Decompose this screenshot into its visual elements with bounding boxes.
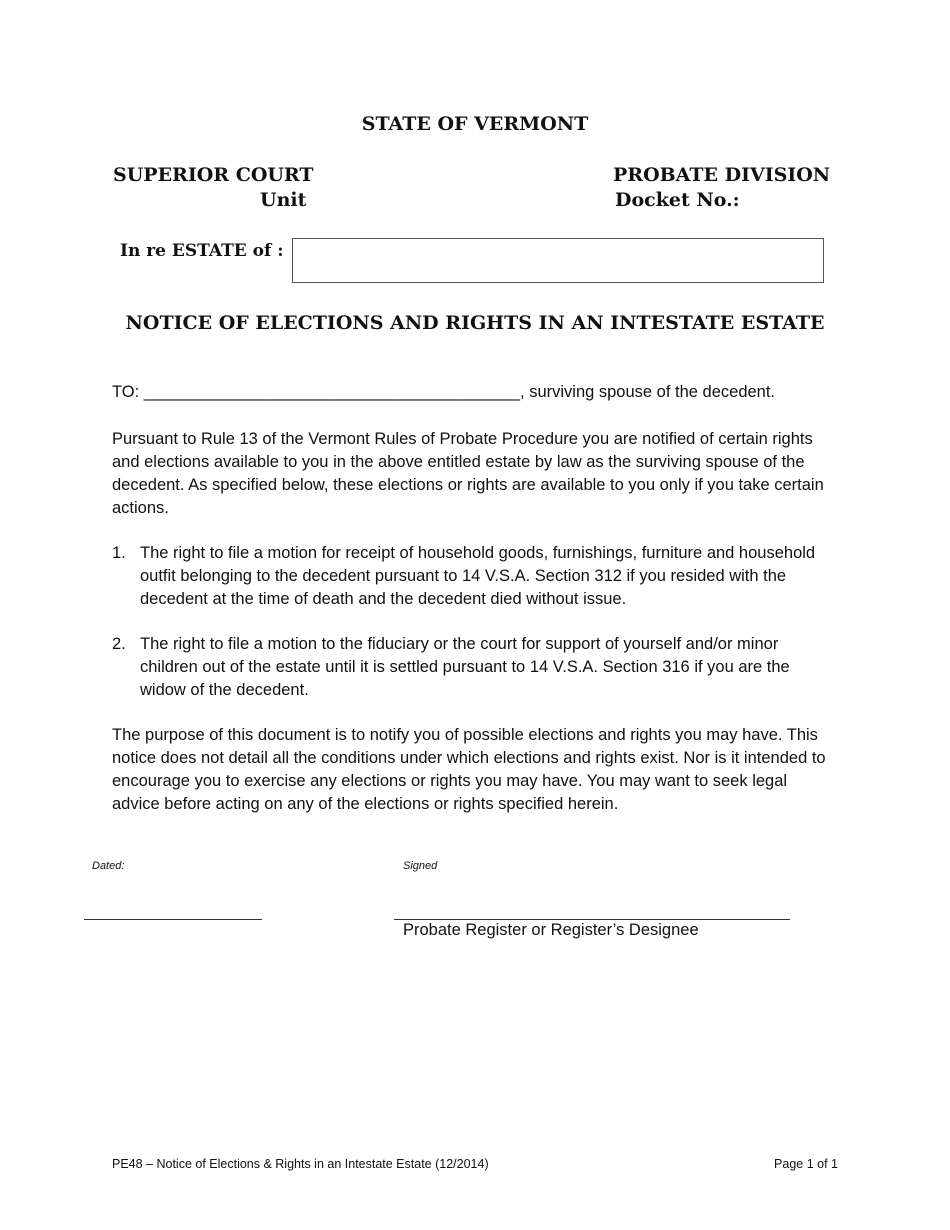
court-name: SUPERIOR COURT — [113, 164, 314, 186]
dated-line[interactable] — [84, 919, 262, 920]
right-1-number: 1. — [112, 544, 126, 562]
right-1-text: The right to file a motion for receipt of household goods, furnishings, furniture and household outfit belonging to the decedent pursuant to 14 V.S.A. Section 312 if you resided with the decedent at the time of death and the decedent died without issue. — [140, 544, 816, 608]
dated-label: Dated: — [92, 860, 125, 872]
state-title: STATE OF VERMONT — [361, 113, 589, 135]
purpose-paragraph: The purpose of this document is to notify you of possible elections and rights you may have. This notice does not detail all the conditions under which elections and rights exist. Nor is it intended to encourage you to exercise any elections or rights you may have. You may want to seek legal advice before acting on any of the elections or rights specified herein. — [112, 726, 826, 813]
footer-page-number: Page 1 of 1 — [774, 1157, 838, 1171]
estate-label: In re ESTATE of : — [120, 241, 284, 261]
designee-caption: Probate Register or Register’s Designee — [403, 921, 699, 939]
division-name: PROBATE DIVISION — [613, 164, 831, 186]
unit-label: Unit — [260, 189, 307, 211]
footer-form-id: PE48 – Notice of Elections & Rights in an Intestate Estate (12/2014) — [112, 1157, 489, 1171]
estate-name-field[interactable] — [292, 238, 824, 283]
notice-title: NOTICE OF ELECTIONS AND RIGHTS IN AN INTESTATE ESTATE — [125, 312, 825, 334]
signed-label: Signed — [403, 860, 438, 872]
signature-line[interactable] — [394, 919, 790, 920]
intro-paragraph: Pursuant to Rule 13 of the Vermont Rules of Probate Procedure you are notified of certain rights and elections available to you in the above entitled estate by law as the surviving spouse of the decedent. As specified below, these elections or rights are available to you only if you take certain actions. — [112, 430, 824, 517]
to-line: TO: _________________________________________, surviving spouse of the decedent. — [112, 383, 776, 401]
right-2-number: 2. — [112, 635, 126, 653]
docket-label: Docket No.: — [615, 189, 740, 211]
right-2-text: The right to file a motion to the fiduciary or the court for support of yourself and/or minor children out of the estate until it is settled pursuant to 14 V.S.A. Section 316 if you are the widow of the decedent. — [140, 635, 790, 699]
